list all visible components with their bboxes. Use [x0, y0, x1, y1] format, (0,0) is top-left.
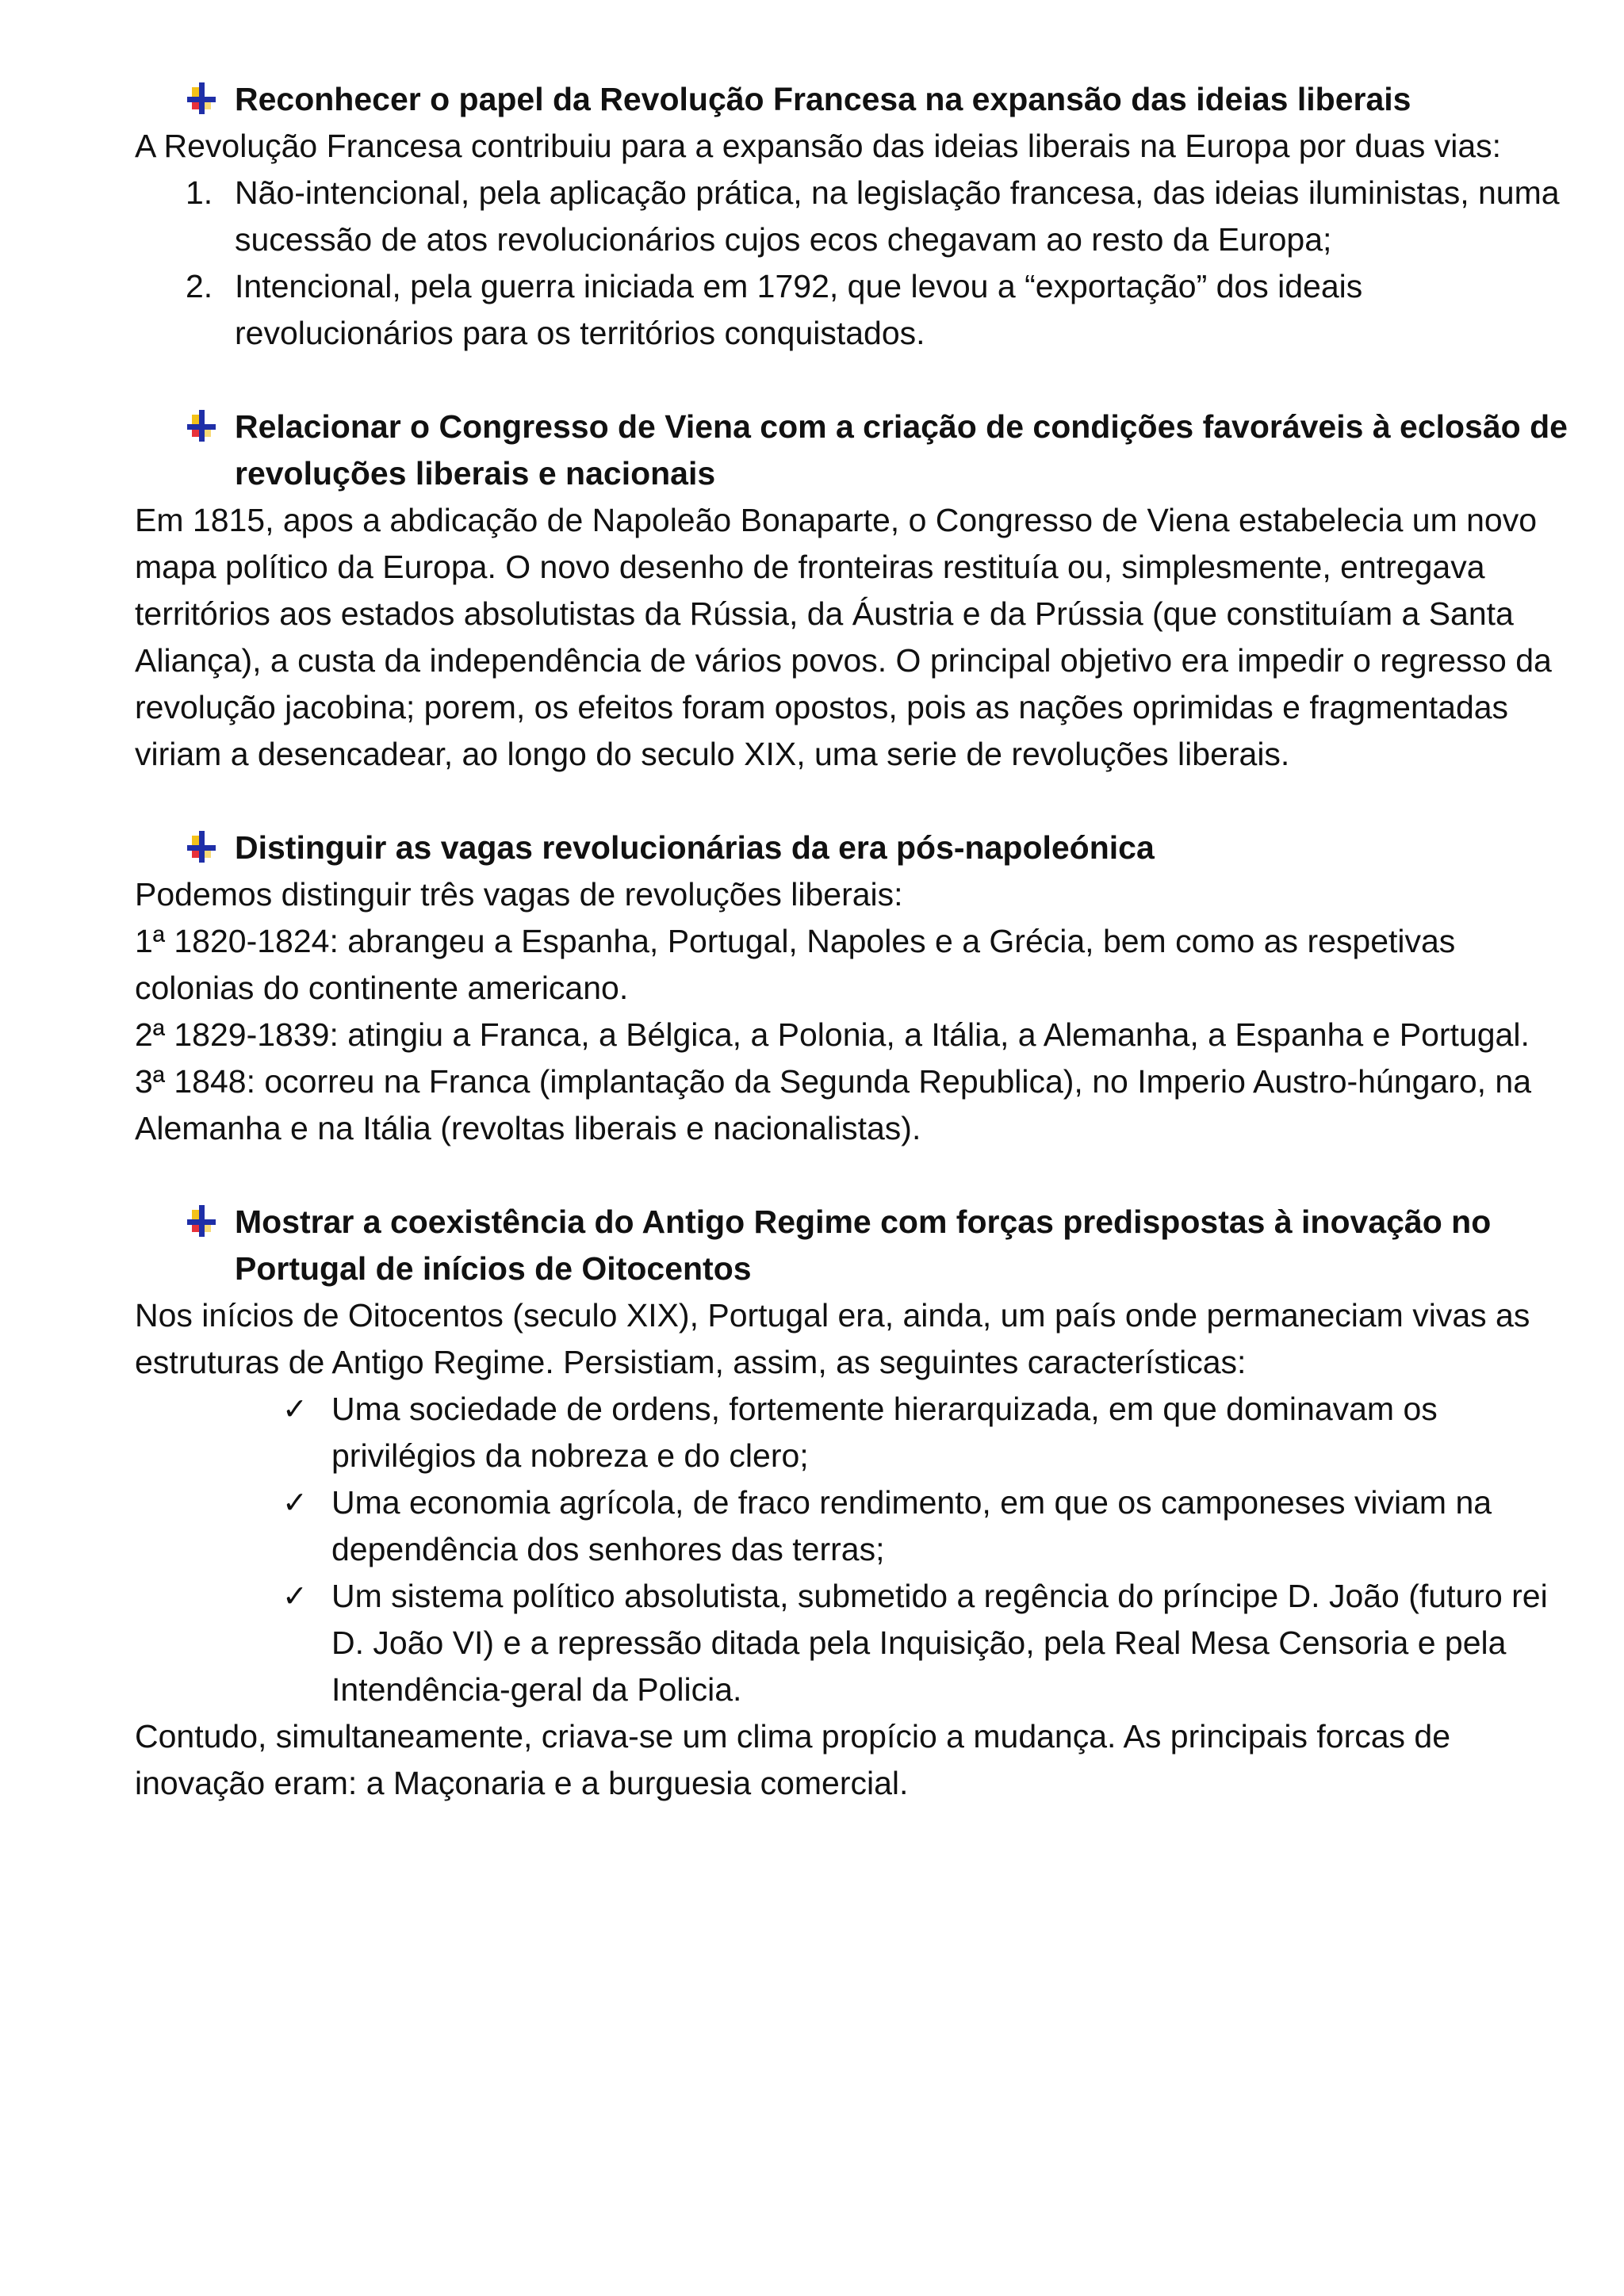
star-bullet-icon	[184, 829, 219, 864]
list-number: 2.	[186, 268, 213, 304]
star-bullet-icon	[184, 81, 219, 116]
section-heading-3	[135, 825, 1570, 871]
section-spacer	[135, 778, 1570, 825]
section-heading-text: Reconhecer o papel da Revolução Francesa na expansão das ideias liberais	[235, 81, 1411, 117]
section-spacer	[135, 357, 1570, 404]
checkmark-list	[135, 1386, 1570, 1713]
list-item-text: Uma sociedade de ordens, fortemente hierarquizada, em que dominavam os privilégios da nobreza e do clero;	[331, 1391, 1438, 1474]
ordered-list	[135, 170, 1570, 357]
list-item	[135, 1573, 1570, 1713]
wave-paragraph: 3ª 1848: ocorreu na Franca (implantação da Segunda Republica), no Imperio Austro-húngaro, na Alemanha e na Itália (revoltas liberais e nacionalistas).	[135, 1063, 1532, 1146]
document-page	[135, 76, 1570, 1807]
section-heading-text: Mostrar a coexistência do Antigo Regime com forças predispostas à inovação no Portugal de inícios de Oitocentos	[235, 1203, 1492, 1287]
list-number: 1.	[186, 174, 213, 211]
star-bullet-icon	[184, 1203, 219, 1238]
section-spacer	[135, 1152, 1570, 1199]
list-item	[135, 1386, 1570, 1479]
section-heading-4	[135, 1199, 1570, 1292]
section-intro: A Revolução Francesa contribuiu para a expansão das ideias liberais na Europa por duas vias:	[135, 128, 1502, 164]
section-heading-text: Distinguir as vagas revolucionárias da era pós-napoleónica	[235, 829, 1155, 866]
list-item	[135, 263, 1570, 357]
section-intro: Nos inícios de Oitocentos (seculo XIX), Portugal era, ainda, um país onde permaneciam vivas as estruturas de Antigo Regime. Persistiam, assim, as seguintes características:	[135, 1297, 1530, 1380]
list-item-text: Um sistema político absolutista, submetido a regência do príncipe D. João (futuro rei D. João VI) e a repressão ditada pela Inquisição, pela Real Mesa Censoria e pela Intendência-geral da Policia.	[331, 1578, 1548, 1708]
list-item-text: Uma economia agrícola, de fraco rendimento, em que os camponeses viviam na dependência dos senhores das terras;	[331, 1484, 1492, 1567]
wave-paragraph: 2ª 1829-1839: atingiu a Franca, a Bélgica, a Polonia, a Itália, a Alemanha, a Espanha e Portugal.	[135, 1016, 1530, 1053]
list-item	[135, 1479, 1570, 1573]
section-heading-2	[135, 404, 1570, 497]
checkmark-icon: ✓	[282, 1391, 308, 1426]
wave-paragraph: 1ª 1820-1824: abrangeu a Espanha, Portugal, Napoles e a Grécia, bem como as respetivas colonias do continente americano.	[135, 923, 1456, 1006]
section-heading-text: Relacionar o Congresso de Viena com a criação de condições favoráveis à eclosão de revoluções liberais e nacionais	[235, 408, 1568, 492]
checkmark-icon: ✓	[282, 1578, 308, 1613]
section-intro: Podemos distinguir três vagas de revoluções liberais:	[135, 876, 903, 913]
checkmark-icon: ✓	[282, 1485, 308, 1520]
section-outro: Contudo, simultaneamente, criava-se um clima propício a mudança. As principais forcas de inovação eram: a Maçonaria e a burguesia comercial.	[135, 1718, 1451, 1801]
list-item	[135, 170, 1570, 263]
star-bullet-icon	[184, 408, 219, 443]
list-item-text: Não-intencional, pela aplicação prática, na legislação francesa, das ideias iluministas, numa sucessão de atos revolucionários cujos ecos chegavam ao resto da Europa;	[235, 174, 1560, 258]
section-heading-1	[135, 76, 1570, 123]
list-item-text: Intencional, pela guerra iniciada em 1792, que levou a “exportação” dos ideais revolucionários para os territórios conquistados.	[235, 268, 1363, 351]
section-body: Em 1815, apos a abdicação de Napoleão Bonaparte, o Congresso de Viena estabelecia um novo mapa político da Europa. O novo desenho de fronteiras restituía ou, simplesmente, entregava territórios aos estados absolutistas da Rússia, da Áustria e da Prússia (que constituíam a Santa Aliança), a custa da independência de vários povos. O principal objetivo era impedir o regresso da revolução jacobina; porem, os efeitos foram opostos, pois as nações oprimidas e fragmentadas viriam a desencadear, ao longo do seculo XIX, uma serie de revoluções liberais.	[135, 502, 1552, 772]
